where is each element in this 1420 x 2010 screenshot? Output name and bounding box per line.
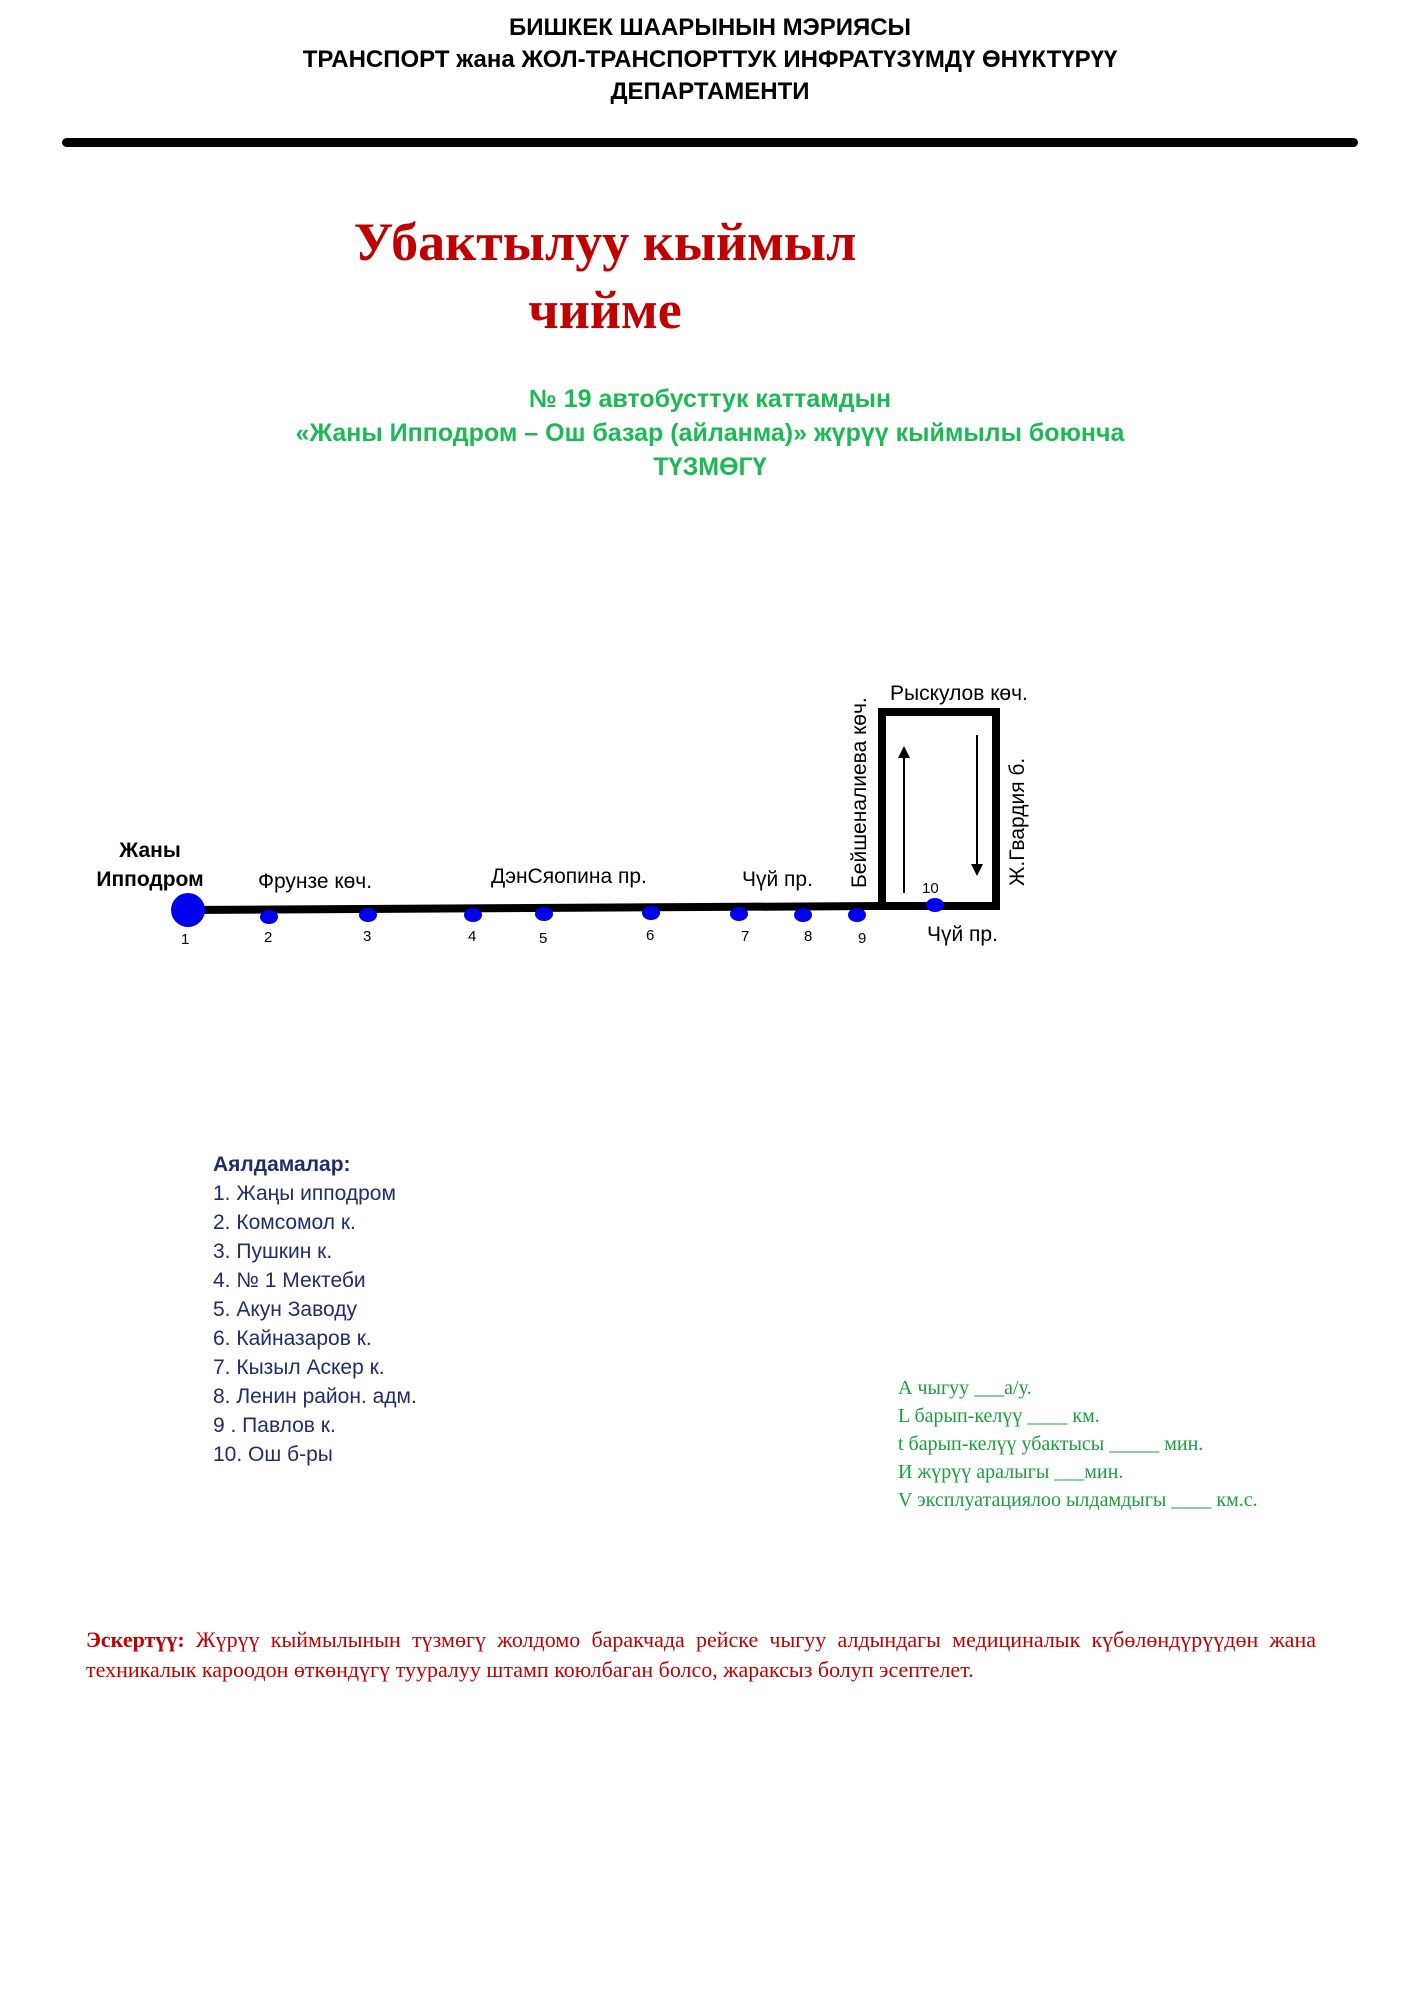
street-label-densyaopin: ДэнСяопина пр.: [491, 865, 647, 888]
street-label-ryskulov: Рыскулов көч.: [890, 682, 1028, 705]
terminal-label-line-1: Жаны: [119, 839, 181, 862]
stop-item: 8. Ленин район. адм.: [213, 1385, 417, 1408]
stop-item: 5. Акун Заводу: [213, 1298, 357, 1321]
street-label-chui-bottom: Чүй пр.: [927, 923, 998, 946]
stop-item: 4. № 1 Мектеби: [213, 1269, 366, 1292]
stop-number-10: 10: [922, 880, 939, 897]
route-subtitle: [0, 382, 1420, 484]
stop-number-8: 8: [804, 928, 813, 945]
stops-list: [213, 1150, 417, 1469]
street-label-frunze: Фрунзе көч.: [258, 870, 373, 893]
stop-number-7: 7: [741, 928, 750, 945]
header-line-2: ТРАНСПОРТ жана ЖОЛ-ТРАНСПОРТТУК ИНФРАТҮЗҮМДҮ ӨНҮКТҮРҮҮ: [302, 46, 1118, 73]
terminal-label-line-2: Ипподром: [96, 868, 204, 891]
header-line-3: ДЕПАРТАМЕНТИ: [610, 78, 810, 105]
note-text: Жүрүү кыймылынын түзмөгү жолдомо баракчада рейске чыгуу алдындагы медициналык күбөлөндүрүүдөн жана техникалык кароодон өткөндүгү тууралуу штамп коюлбаган болсо, жараксыз болуп эсептелет.: [86, 1627, 1316, 1682]
stop-number-2: 2: [264, 929, 273, 946]
stop-dot-1: [171, 893, 205, 927]
stop-item: 10. Ош б-ры: [213, 1443, 333, 1466]
route-parameters: [898, 1374, 1258, 1514]
stop-item: 1. Жаңы ипподром: [213, 1182, 396, 1205]
stop-dot-8: [794, 908, 812, 922]
route-loop: [882, 712, 996, 906]
param-speed: V эксплуатациялоо ылдамдыгы ____ км.с.: [898, 1489, 1258, 1511]
stop-dot-5: [535, 907, 553, 921]
stop-dot-2: [260, 910, 278, 924]
stop-number-6: 6: [646, 927, 655, 944]
stop-item: 2. Комсомол к.: [213, 1211, 356, 1234]
route-line-main: [188, 906, 882, 910]
route-diagram: [0, 640, 1420, 980]
stop-item: 6. Кайназаров к.: [213, 1327, 372, 1350]
param-length: L барып-келүү ____ км.: [898, 1405, 1100, 1427]
note: [86, 1625, 1316, 1685]
stop-number-3: 3: [363, 928, 372, 945]
stop-dot-4: [464, 908, 482, 922]
stop-item: 3. Пушкин к.: [213, 1240, 333, 1263]
stop-dot-7: [730, 907, 748, 921]
department-header: [0, 12, 1420, 108]
title-line-2: чийме: [528, 280, 682, 340]
stop-number-9: 9: [858, 930, 867, 947]
stop-item: 7. Кызыл Аскер к.: [213, 1356, 385, 1379]
subtitle-line-2: «Жаны Ипподром – Ош базар (айланма)» жүрүү кыймылы боюнча: [295, 419, 1125, 447]
param-vehicles: А чыгуу ___а/у.: [898, 1377, 1032, 1399]
stop-number-1: 1: [181, 931, 190, 948]
param-interval: И жүрүү аралыгы ___мин.: [898, 1461, 1124, 1483]
stop-dot-9: [848, 908, 866, 922]
header-divider: [62, 138, 1358, 147]
stop-dot-6: [642, 906, 660, 920]
street-label-chui-top: Чүй пр.: [742, 868, 813, 891]
header-line-1: БИШКЕК ШААРЫНЫН МЭРИЯСЫ: [508, 14, 912, 41]
subtitle-line-1: № 19 автобусттук каттамдын: [528, 385, 892, 413]
stops-heading: Аялдамалар:: [213, 1153, 351, 1176]
stop-dot-10: [926, 898, 944, 912]
note-label: Эскертүү:: [86, 1627, 185, 1652]
param-round-trip-time: t барып-келүү убактысы _____ мин.: [898, 1433, 1204, 1455]
stop-number-5: 5: [539, 930, 548, 947]
street-label-beishenalieva: Бейшеналиева көч.: [848, 697, 871, 888]
stop-number-4: 4: [468, 928, 477, 945]
stop-item: 9 . Павлов к.: [213, 1414, 336, 1437]
subtitle-line-3: ТҮЗМӨГҮ: [653, 453, 767, 481]
page-title: [300, 208, 910, 344]
stop-dot-3: [359, 908, 377, 922]
street-label-zhgvardia: Ж.Гвардия б.: [1006, 757, 1029, 886]
title-line-1: Убактылуу кыймыл: [353, 212, 857, 272]
